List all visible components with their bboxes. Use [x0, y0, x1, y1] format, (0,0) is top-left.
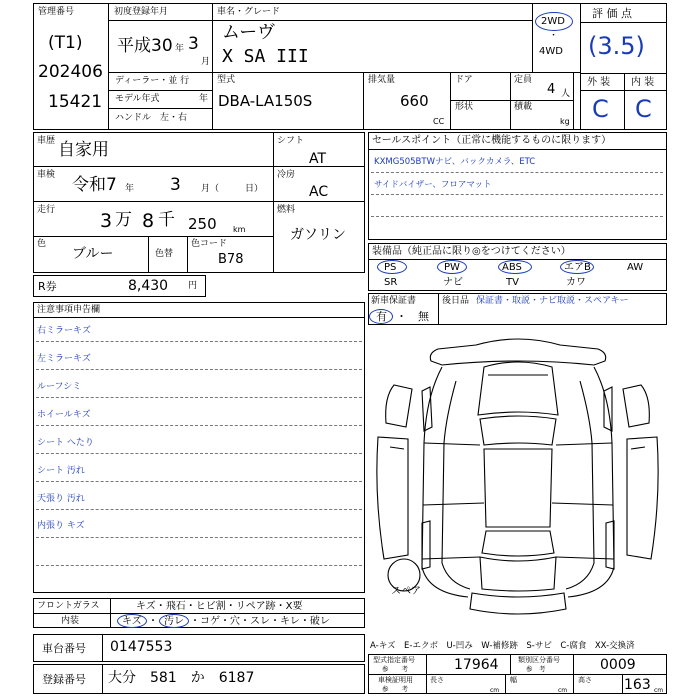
class-label: 類別区分番号	[518, 656, 560, 664]
length-label: 長さ	[430, 676, 444, 684]
length-unit: cm	[490, 687, 500, 694]
km-unit: km	[233, 225, 246, 234]
notes-rule-line	[36, 341, 362, 342]
interior-label: 内 装	[631, 77, 655, 88]
drive-4wd: 4WD	[539, 46, 563, 57]
first-reg-label: 初度登録年月	[114, 7, 169, 17]
model-year-label: モデル年式	[115, 94, 160, 104]
notes-rule-line	[36, 425, 362, 426]
type-value: DBA-LA150S	[218, 92, 313, 110]
door-label: ドア	[455, 75, 473, 85]
control-number-prefix: (T1)	[48, 33, 83, 53]
capacity: 4	[547, 82, 556, 97]
inspection-day-mark: 日）	[245, 184, 264, 194]
ac-label: 冷房	[277, 170, 296, 180]
recycle-frame	[33, 275, 206, 297]
score: (3.5)	[588, 32, 645, 60]
inspection-era: 令和7	[72, 175, 117, 195]
interior-rest: ・コゲ・穴・スレ・キレ・破レ	[190, 616, 330, 627]
warranty-sep: ・	[396, 310, 407, 323]
note-item-6: シート 汚れ	[37, 466, 85, 476]
shift-label: シフト	[277, 136, 305, 146]
front-glass-label: フロントガラス	[37, 601, 100, 611]
chassis-value: 0147553	[110, 639, 173, 655]
note-item-4: ホイールキズ	[37, 410, 91, 420]
control-number-label: 管理番号	[38, 7, 75, 17]
cert-label: 車検証明用	[378, 676, 413, 684]
note-item-2: 左ミラーキズ	[37, 354, 91, 364]
exterior-label: 外 装	[587, 77, 611, 88]
warranty-yes: 有	[376, 310, 387, 323]
history-label: 車歴	[37, 136, 56, 146]
grade: X SA III	[222, 46, 309, 67]
color: ブルー	[72, 246, 114, 262]
model-year-mark: 年	[199, 94, 209, 104]
mileage-sen: 8	[142, 210, 155, 232]
later-items-value: 保証書・取説・ナビ取説・スペアキー	[476, 296, 629, 306]
model-code-label: 型式指定番号	[373, 656, 415, 664]
notes-rule-line	[36, 509, 362, 510]
color-code: B78	[218, 252, 244, 267]
notes-rule-line	[36, 397, 362, 398]
displacement-label: 排気量	[368, 75, 396, 85]
sales-point-line-2: サイドバイザー、フロアマット	[374, 180, 492, 190]
interior-grade: C	[635, 95, 652, 123]
note-item-5: シート へたり	[37, 438, 94, 448]
equipment-ps: PS	[384, 262, 397, 273]
notes-rule-line	[36, 481, 362, 482]
equipment-label: 装備品（純正品に限り◎をつけてください）	[372, 246, 571, 257]
interior-label-row: 内装	[61, 616, 80, 626]
notes-rule-line	[36, 369, 362, 370]
recycle-amount: 8,430	[128, 278, 169, 294]
car-name-label: 車名・グレード	[217, 7, 281, 17]
recycle-unit: 円	[188, 281, 198, 291]
width-label: 幅	[510, 676, 517, 684]
load-unit: kg	[560, 117, 570, 126]
sen-mark: 千	[158, 210, 175, 230]
class-sub: 参 考	[526, 665, 546, 673]
note-item-3: ルーフシミ	[37, 382, 82, 392]
color-code-label: 色コード	[191, 239, 228, 249]
chassis-label: 車台番号	[42, 642, 86, 655]
class-code: 0009	[600, 657, 636, 673]
repaint-label: 色替	[155, 249, 174, 259]
registration-value: 大分 581 か 6187	[108, 670, 255, 686]
handle-label: ハンドル 左・右	[115, 113, 188, 123]
mileage-man: 3	[100, 210, 113, 232]
control-number-main: 202406	[38, 62, 103, 82]
year-mark: 年	[175, 44, 185, 54]
capacity-unit: 人	[561, 89, 571, 99]
interior-kizu: キズ	[122, 616, 142, 627]
note-item-7: 天張り 汚れ	[37, 494, 85, 504]
cert-sub: 参 考	[382, 685, 408, 693]
equipment-abs: ABS	[502, 262, 522, 273]
sales-points-label: セールスポイント（正常に機能するものに限ります）	[372, 135, 612, 146]
drive-2wd: 2WD	[541, 16, 565, 27]
front-glass-value: キズ・飛石・ヒビ割・リペア跡・X要	[136, 601, 303, 612]
equipment-sr: SR	[384, 277, 398, 288]
interior-yogore: 汚レ	[164, 616, 184, 627]
score-label: 評 価 点	[592, 7, 632, 20]
displacement: 660	[400, 92, 429, 110]
fuel: ガソリン	[290, 227, 346, 243]
warranty-label: 新車保証書	[371, 296, 417, 306]
control-number-sub: 15421	[48, 92, 103, 112]
width-unit: cm	[558, 687, 568, 694]
inspection-month-mark: 月（	[201, 184, 220, 194]
model-code-sub: 参 考	[382, 665, 408, 673]
mileage-rest: 250	[188, 215, 217, 233]
warranty-no: 無	[418, 310, 429, 323]
recycle-label: R券	[38, 280, 57, 293]
equipment-navi: ナビ	[443, 277, 463, 288]
inspection-month: 3	[170, 175, 181, 195]
equipment-aw: AW	[627, 262, 644, 273]
notes-rule-line	[36, 565, 362, 566]
first-reg-month: 3	[188, 34, 199, 54]
month-mark: 月	[201, 57, 211, 67]
notes-rule-line	[36, 453, 362, 454]
registration-label: 登録番号	[42, 673, 86, 686]
later-items-label: 後日品	[442, 296, 470, 306]
notes-label: 注意事項申告欄	[37, 305, 101, 315]
interior-sep: ・	[148, 616, 158, 627]
equipment-tv: TV	[506, 277, 519, 288]
inspection-label: 車検	[37, 170, 56, 180]
car-damage-diagram	[368, 327, 667, 627]
capacity-label: 定員	[514, 75, 533, 85]
equipment-pw: PW	[444, 262, 460, 273]
ac: AC	[309, 184, 329, 200]
displacement-unit: CC	[433, 117, 445, 126]
model-code: 17964	[454, 657, 499, 673]
note-item-1: 右ミラーキズ	[37, 326, 91, 336]
height-value: 163	[624, 677, 651, 693]
shape-label: 形状	[455, 102, 474, 112]
dealer-label: ディーラー・並 行	[115, 76, 190, 86]
color-label: 色	[37, 239, 47, 249]
equipment-airbag: エアB	[564, 262, 591, 273]
first-reg-era: 平成30	[117, 36, 173, 56]
inspection-year-mark: 年	[125, 184, 135, 194]
load-label: 積載	[514, 102, 533, 112]
man-mark: 万	[115, 210, 132, 230]
type-label: 型式	[217, 75, 236, 85]
sales-point-line-1: KXMG505BTWナビ、バックカメラ、ETC	[374, 157, 536, 167]
shift: AT	[309, 151, 327, 167]
equipment-leather: カワ	[566, 277, 586, 288]
note-item-8: 内張り キズ	[37, 521, 85, 531]
height-label: 高さ	[578, 676, 592, 684]
history: 自家用	[58, 140, 109, 160]
damage-legend: A-キズ E-エクボ U-凹み W-補修跡 S-サビ C-腐食 XX-交換済	[370, 641, 635, 651]
notes-rule-line	[36, 537, 362, 538]
mileage-label: 走行	[37, 205, 56, 215]
fuel-label: 燃料	[277, 205, 296, 215]
exterior-grade: C	[592, 95, 609, 123]
car-name: ムーヴ	[222, 22, 276, 43]
height-unit: cm	[654, 687, 664, 694]
spare-label: スペア	[391, 586, 421, 597]
drive-dot: ・	[549, 31, 559, 41]
